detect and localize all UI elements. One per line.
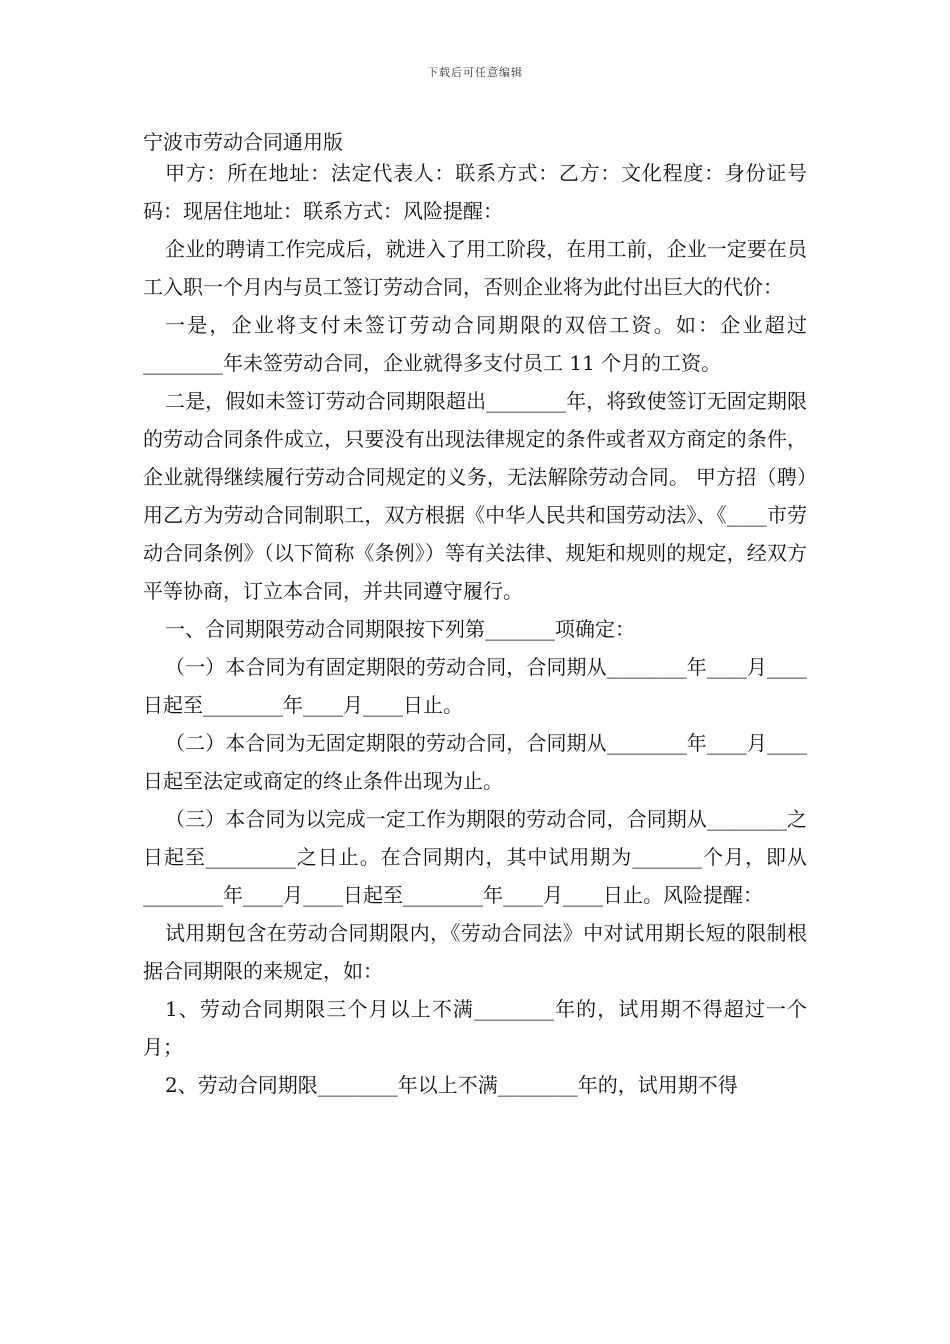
party-info-paragraph: 甲方：所在地址：法定代表人：联系方式：乙方：文化程度：身份证号码：现居住地址：联系方式：风险提醒： bbox=[143, 161, 807, 223]
risk-point-two-paragraph: 二是，假如未签订劳动合同期限超出________年，将致使签订无固定期限的劳动合同条件成立，只要没有出现法律规定的条件或者双方商定的条件，企业就得继续履行劳动合同规定的义务，无法解除劳动合同。 甲方招（聘）用乙方为劳动合同制职工，双方根据《中华人民共和国劳动法》、《____市劳动合同条例》（以下简称《条例》）等有关法律、规矩和规则的规定，经双方平等协商，订立本合同，并共同遵守履行。 bbox=[143, 389, 807, 603]
page-header-note: 下载后可任意编辑 bbox=[427, 66, 523, 79]
document-title: 宁波市劳动合同通用版 bbox=[143, 130, 343, 154]
contract-term-heading: 一、合同期限劳动合同期限按下列第_______项确定： bbox=[165, 617, 635, 641]
probation-rule-one: 1、劳动合同期限三个月以上不满________年的，试用期不得超过一个月； bbox=[143, 997, 807, 1059]
task-based-clause: （三）本合同为以完成一定工作为期限的劳动合同，合同期从________之日起至_________之日止。在合同期内，其中试用期为_______个月，即从________年____月____日起至________年____月____日止。风险提醒： bbox=[143, 807, 807, 907]
risk-intro-paragraph: 企业的聘请工作完成后，就进入了用工阶段，在用工前，企业一定要在员工入职一个月内与员工签订劳动合同，否则企业将为此付出巨大的代价： bbox=[143, 237, 807, 299]
probation-rule-two: 2、劳动合同期限________年以上不满________年的，试用期不得 bbox=[165, 1073, 738, 1097]
risk-point-one-paragraph: 一是，企业将支付未签订劳动合同期限的双倍工资。如：企业超过________年未签劳动合同，企业就得多支付员工 11 个月的工资。 bbox=[143, 313, 807, 375]
probation-intro-paragraph: 试用期包含在劳动合同期限内，《劳动合同法》中对试用期长短的限制根据合同期限的来规定，如： bbox=[143, 921, 807, 983]
open-ended-clause: （二）本合同为无固定期限的劳动合同，合同期从________年____月____日起至法定或商定的终止条件出现为止。 bbox=[143, 731, 807, 793]
fixed-term-clause: （一）本合同为有固定期限的劳动合同，合同期从________年____月____日起至________年____月____日止。 bbox=[143, 655, 807, 717]
document-body bbox=[143, 154, 807, 1104]
